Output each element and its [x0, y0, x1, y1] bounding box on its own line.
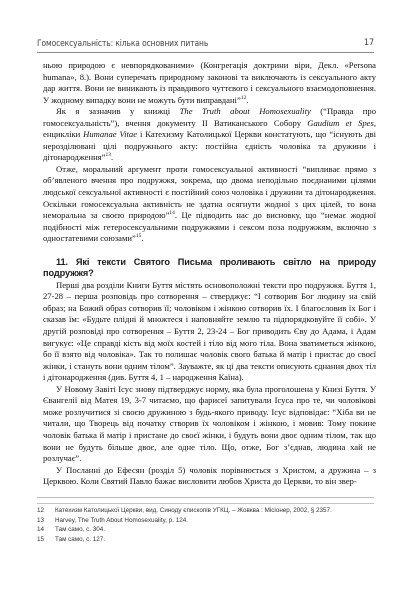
footnotes: [37, 506, 374, 544]
paragraph-3-text-b: . Це підводить нас до висновку, що “немає жодної подібності між гетеросексуальними подружжями і сексом поза подружжям, включно з одностатевими союзами”: [43, 210, 376, 244]
paragraph-4: Перші два розділи Книги Буття містять основоположні тексти про подружжя. Буття 1, 27-28 – перша розповідь про сотворення – стверджує: “І сотворив Бог людину на свій образ; на Божий образ сотворив її; чоловіком і жінкою сотворив їх. І благословив їх Бог і сказав їм: «Будьте плідні й множтеся і наповняйте землю та підпорядковуйте її собі». У другій розповіді про сотворення – Буття 2, 23-24 – Бог приводить Єву до Адама, і Адам вигукує: «Це справді кість від моїх костей і тіло від мого тіла. Вона зватиметься жінкою, бо її взято від чоловіка». Так то полишає чоловік свого батька й матір і пристає до своєї жінки, і стануть вони одним тілом”. Зауважте, як ці два тексти описують єднання двох тіл і дітонародження (див. Буття 4, 1 – народження Каїна).: [43, 279, 376, 383]
paragraph-3-end: .: [141, 233, 144, 244]
humanae-vitae-italic: Humanae Vitae: [83, 129, 138, 140]
book-title-italic: The Truth about Homosexuality: [179, 106, 311, 117]
footnote-number: 13: [37, 516, 45, 524]
paragraph-2-text-d: і Катехизму Католицької Церкви констатують, що “існують дві нерозділювані цілі подружнього акту: постійна єдність чоловіка та дружини і дітонародження”: [43, 129, 376, 163]
page-number: 17: [363, 38, 374, 48]
paragraph-1-text: ньою природою є невпорядкованими» (Конгрегація доктрини віри, Декл. «Persona humana», 8.). Вони суперечать природному законові та виключають із сексуального акту дар життя. Вони не виникають із правдивого чуттєвого і сексуального взаємодоповнення. У жодному випадку вони не можуть бути виправдані”: [43, 60, 376, 105]
paragraph-6: У Посланні до Ефесян (розділ 5) чоловік порівнюється з Христом, а дружина – з Церквою. Коли Святий Павло бажає висловити любов Христа до Церкви, то він звер-: [43, 464, 376, 487]
footnote-number: 15: [37, 535, 45, 543]
footnote-text: Катехизм Католицької Церкви, вид. Синоду єпископів УГКЦ. – Жовква : Місіонер, 2002, § 2357.: [55, 507, 332, 514]
paragraph-1-end: .: [246, 94, 249, 105]
paragraph-2-text-c: , енцикліки: [43, 117, 376, 140]
footnote-15: [37, 535, 374, 545]
header-title: Гомосексуальність: кілька основних питань: [37, 38, 209, 48]
gaudium-et-spes-italic: Gaudium et Spes: [307, 117, 374, 128]
footnote-13: [37, 516, 374, 526]
header-rule: [37, 52, 374, 53]
footnote-ref-14[interactable]: 14: [169, 210, 175, 217]
footnote-text: Harvey, The Truth About Homosexuality, p. 124.: [55, 516, 189, 524]
footnote-number: 12: [37, 507, 45, 514]
footnote-separator: [37, 497, 374, 498]
paragraph-2-end: .: [110, 152, 114, 163]
paragraph-3: [43, 164, 376, 245]
section-gap: [43, 245, 376, 257]
footnote-number: 14: [37, 526, 45, 534]
footnote-12: [37, 506, 374, 516]
paragraph-2-text-a: Як я зазначив у книжці: [56, 106, 180, 117]
paragraph-5: У Новому Завіті Ісус знову підтверджує норму, яка була проголошена у Книзі Буття. У Євангелії від Матея 19, 3-7 читаємо, що фарисеї запитували Ісуса про те, чи чоловікові може розлучитися зі своєю дружиною з будь-якого приводу. Ісус відповідає: “Хіба ви не читали, що Творець від початку створив їх чоловіком і жінкою, і мовив: Тому покине чоловік батька й матір і пристане до своєї жінки, і будуть вони двоє одним тілом, так що вони не будуть більше двоє, але одне тіло. Що, отже, Бог з’єднав, людина хай не розлучає”.: [43, 383, 376, 464]
footnote-14: [37, 525, 374, 535]
paragraph-2: [43, 106, 376, 164]
paragraph-1: [43, 60, 376, 106]
main-text: [43, 60, 376, 488]
running-header: [37, 38, 374, 48]
section-heading: 11. Які тексти Святого Письма проливають світло на природу подружжя?: [43, 256, 376, 279]
footnote-ref-12[interactable]: 12: [240, 94, 247, 101]
footnote-ref-15[interactable]: 15: [135, 233, 142, 240]
footnote-text: Там само, с. 304.: [55, 526, 106, 534]
footnote-rule: [37, 503, 374, 504]
paragraph-2-text-b: (“Правда про гомосексуальність”), вчення документу II Ватиканського Собору: [43, 106, 377, 128]
paragraph-3-text-a: Отже, моральний аргумент проти гомосексуальної активності “випливає прямо з об’явленого вчення про подружжя, зокрема, що двома неподільно поєднаними цілями людської сексуальної активності є постійний союз чоловіка і дружини та дітонародження. Оскільки гомосексуальна активність не здатна осягнути жодної з цих цілей, то вона неморальна за своєю природою”: [43, 163, 376, 221]
footnote-text: Там само, с. 127.: [55, 535, 106, 543]
footnote-ref-13[interactable]: 13: [105, 152, 111, 159]
